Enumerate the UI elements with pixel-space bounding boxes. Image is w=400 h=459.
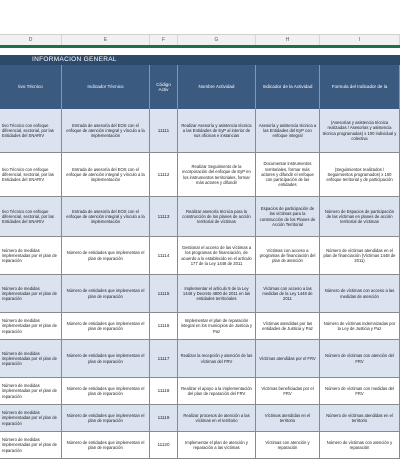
cell-objetivo[interactable]: tivo Técnico con enfoque diferencial, sectorial, por las Entidades del SNARIV — [0, 197, 62, 236]
spreadsheet-grid[interactable] — [0, 48, 400, 453]
table-row[interactable] — [0, 153, 400, 197]
header-indicador[interactable]: Indicador Técnico — [62, 65, 150, 109]
cell-actividad[interactable]: Realizar procesos de atención a las víctimas en el territorio — [178, 405, 256, 431]
table-row[interactable] — [0, 432, 400, 459]
table-header-row — [0, 65, 400, 109]
cell-codigo[interactable]: 11113 — [150, 197, 178, 236]
table-row[interactable] — [0, 313, 400, 340]
column-header-e[interactable]: E — [62, 35, 150, 46]
cell-formula[interactable]: Número de víctimas con atención del FRV — [320, 340, 400, 377]
cell-actividad[interactable]: Realizar la recepción y atención de las víctimas del FRV — [178, 340, 256, 377]
cell-objetivo[interactable]: Número de medidas implementadas por el plan de reparación — [0, 378, 62, 404]
cell-codigo[interactable]: 11111 — [150, 109, 178, 152]
cell-actividad[interactable]: Realizar Seguimiento de la incorporación del enfoque de EyP en los instrumentos territoriales, formar más actores y difundir — [178, 153, 256, 196]
table-row[interactable] — [0, 197, 400, 237]
cell-codigo[interactable]: 11114 — [150, 237, 178, 274]
cell-objetivo[interactable]: Número de medidas implementadas por el plan de reparación — [0, 275, 62, 312]
cell-indicador[interactable]: Número de entidades que implementan el plan de reparación — [62, 313, 150, 339]
cell-formula[interactable]: Número de víctimas con medidas del FRV — [320, 378, 400, 404]
cell-objetivo[interactable]: tivo Técnico con enfoque diferencial, sectorial, por las Entidades del SNARIV — [0, 109, 62, 152]
table-row[interactable] — [0, 340, 400, 378]
cell-indicador[interactable]: Número de entidades que implementan el plan de reparación — [62, 405, 150, 431]
cell-ind-actividad[interactable]: Víctimas atendidas por las entidades de Justicia y Paz — [256, 313, 320, 339]
cell-objetivo[interactable]: Número de medidas implementadas por el plan de reparación — [0, 313, 62, 339]
cell-codigo[interactable]: 11112 — [150, 153, 178, 196]
table-row[interactable] — [0, 109, 400, 153]
cell-objetivo[interactable]: tivo Técnico con enfoque diferencial, sectorial, por las Entidades del SNARIV — [0, 153, 62, 196]
cell-ind-actividad[interactable]: Víctimas con atención y reparación — [256, 432, 320, 458]
cell-formula[interactable]: (Seguimientos realizados / Seguimientos programados) x 100 enfoque territorial y de participación — [320, 153, 400, 196]
column-header-d[interactable]: D — [0, 35, 62, 46]
header-formula[interactable]: Formula del Indicador de la — [320, 65, 400, 109]
cell-objetivo[interactable]: Número de medidas implementadas por el plan de reparación — [0, 432, 62, 458]
header-actividad[interactable]: Nombre Actividad — [178, 65, 256, 109]
cell-ind-actividad[interactable]: Asesoría y asistencia técnica a las Entidades del EyP con enfoque integral — [256, 109, 320, 152]
cell-indicador[interactable]: Número de entidades que implementan el plan de reparación — [62, 237, 150, 274]
cell-formula[interactable]: Número de víctimas con acceso a las medidas de atención — [320, 275, 400, 312]
cell-formula[interactable]: Número de víctimas atendidas en el territorio — [320, 405, 400, 431]
cell-indicador[interactable]: Entrada de asesoría del EOS con el enfoque de atención integral y vínculo a la implementación — [62, 197, 150, 236]
cell-objetivo[interactable]: Número de medidas implementadas por el plan de reparación — [0, 340, 62, 377]
cell-codigo[interactable]: 11116 — [150, 313, 178, 339]
table-row[interactable] — [0, 405, 400, 432]
header-codigo[interactable]: Código Activ — [150, 65, 178, 109]
cell-indicador[interactable]: Entrada de asesoría del EOS con el enfoque de atención integral y vínculo a la implementación — [62, 153, 150, 196]
cell-codigo[interactable]: 11120 — [150, 432, 178, 458]
table-row[interactable] — [0, 237, 400, 275]
cell-indicador[interactable]: Entrada de asesoría del EOS con el enfoque de atención integral y vínculo a la implementación — [62, 109, 150, 152]
header-ind-actividad[interactable]: Indicador de la Actividad — [256, 65, 320, 109]
cell-indicador[interactable]: Número de entidades que implementan el plan de reparación — [62, 378, 150, 404]
cell-formula[interactable]: Número de víctimas indemnizadas por la Ley de Justicia y Paz — [320, 313, 400, 339]
cell-actividad[interactable]: Implementar el plan de reparación integral en los municipios de Justicia y Paz — [178, 313, 256, 339]
cell-ind-actividad[interactable]: Víctimas atendidas por el FRV — [256, 340, 320, 377]
cell-codigo[interactable]: 11119 — [150, 405, 178, 431]
column-header-f[interactable]: F — [150, 35, 178, 46]
cell-actividad[interactable]: Implementar el artículo 9 de la Ley 1448 y Decreto 4800 de 2011 en las entidades territoriales — [178, 275, 256, 312]
cell-indicador[interactable]: Número de entidades que implementan el plan de reparación — [62, 275, 150, 312]
cell-ind-actividad[interactable]: Víctimas con acceso a programas de financiación del plan de atención — [256, 237, 320, 274]
table-row[interactable] — [0, 378, 400, 405]
cell-indicador[interactable]: Número de entidades que implementan el plan de reparación — [62, 340, 150, 377]
cell-actividad[interactable]: Gestionar el acceso de las víctimas a los programas de financiación, de acuerdo a lo establecido en el artículo 177 de la Ley 1448 de 2011 — [178, 237, 256, 274]
cell-codigo[interactable]: 11115 — [150, 275, 178, 312]
cell-ind-actividad[interactable]: Espacios de participación de las víctimas para la construcción de los Planes de Acción Territorial — [256, 197, 320, 236]
cell-indicador[interactable]: Número de entidades que implementan el plan de reparación — [62, 432, 150, 458]
column-header-h[interactable]: H — [256, 35, 320, 46]
cell-actividad[interactable]: Realizar asesoría técnica para la construcción de los planes de acción territorial de víctimas — [178, 197, 256, 236]
section-title: INFORMACION GENERAL — [0, 55, 400, 65]
table-row[interactable] — [0, 275, 400, 313]
cell-codigo[interactable]: 11117 — [150, 340, 178, 377]
cell-ind-actividad[interactable]: Víctimas con acceso a las medidas de la Ley 1448 de 2011 — [256, 275, 320, 312]
cell-codigo[interactable]: 11118 — [150, 378, 178, 404]
cell-formula[interactable]: (Asesorías y asistencia técnica realizadas / Asesorías y asistencia técnica programadas) x 100 individual y colectiva — [320, 109, 400, 152]
cell-actividad[interactable]: Realizar el apoyo a la implementación del plan de reparación del FRV — [178, 378, 256, 404]
cell-actividad[interactable]: Realizar Asesoría y asistencia técnica a las Entidades de EyP al interior de sus oficinas e instancias — [178, 109, 256, 152]
cell-formula[interactable]: Número de víctimas con atención y reparación — [320, 432, 400, 458]
column-header-i[interactable]: I — [320, 35, 400, 46]
cell-ind-actividad[interactable]: Víctimas atendidas en el territorio — [256, 405, 320, 431]
column-header-g[interactable]: G — [178, 35, 256, 46]
cell-objetivo[interactable]: Número de medidas implementadas por el plan de reparación — [0, 405, 62, 431]
cell-ind-actividad[interactable]: Víctimas beneficiadas por el FRV — [256, 378, 320, 404]
cell-actividad[interactable]: Implementar el plan de atención y reparación a las víctimas — [178, 432, 256, 458]
cell-formula[interactable]: Número de víctimas atendidas en el plan de financiación (Víctimas 1448 de 2011) — [320, 237, 400, 274]
cell-objetivo[interactable]: Número de medidas implementadas por el plan de reparación — [0, 237, 62, 274]
cell-formula[interactable]: Número de Espacios de participación de las víctimas en planes de acción territorial de víctimas — [320, 197, 400, 236]
header-objetivo[interactable]: tivo Técnico — [0, 65, 62, 109]
cell-ind-actividad[interactable]: Documentar instrumentos territoriales, formar más actores y difundir el enfoque con participación de las entidades — [256, 153, 320, 196]
